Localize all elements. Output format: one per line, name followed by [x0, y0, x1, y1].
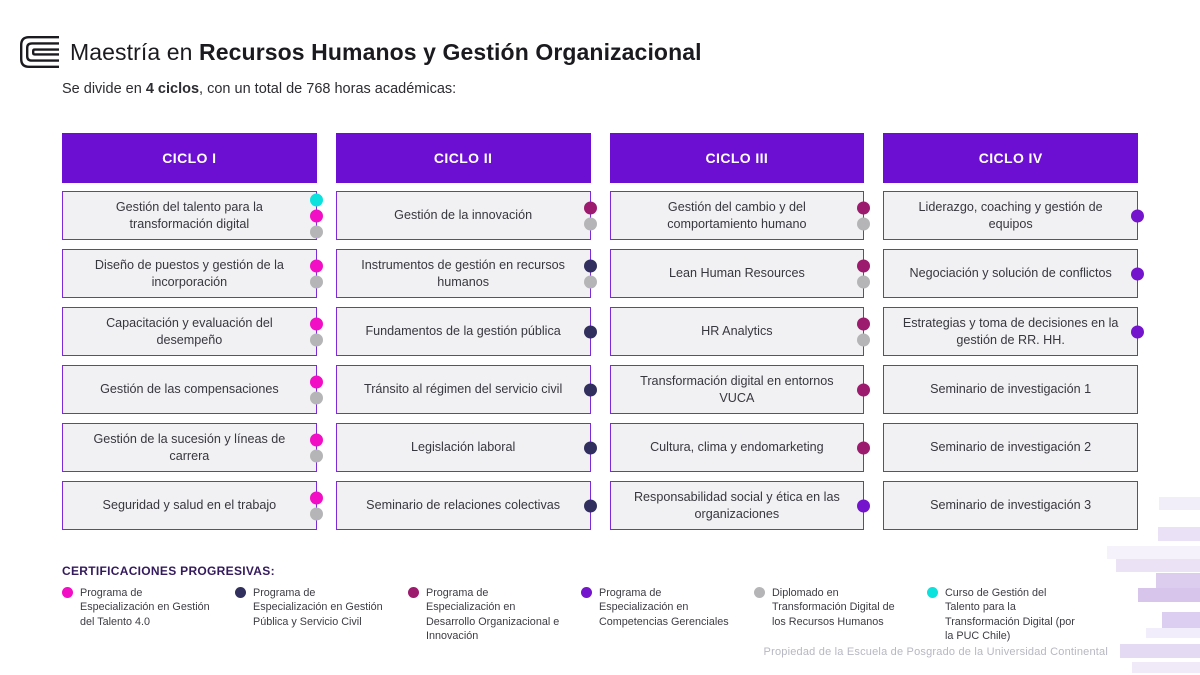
cycle-header	[336, 133, 591, 183]
legend-item	[408, 586, 562, 643]
course-dots	[857, 317, 870, 346]
cycle-column	[62, 133, 317, 530]
course-card	[336, 249, 591, 298]
navy-legend-dot	[235, 587, 246, 598]
plum-legend-dot	[408, 587, 419, 598]
gray-certification-dot	[310, 333, 323, 346]
purple-legend-dot	[581, 587, 592, 598]
course-card	[610, 249, 865, 298]
legend-item	[927, 586, 1081, 643]
purple-certification-dot	[1131, 267, 1144, 280]
cycle-column	[883, 133, 1138, 530]
purple-certification-dot	[1131, 209, 1144, 222]
decor-bar	[1107, 546, 1200, 559]
course-dots	[310, 375, 323, 404]
subtitle	[62, 81, 1200, 97]
cyan-legend-dot	[927, 587, 938, 598]
cyan-certification-dot	[310, 193, 323, 206]
course-card	[62, 191, 317, 240]
cycle-header	[62, 133, 317, 183]
course-name: Gestión del talento para la transformación digital	[115, 200, 263, 231]
footer-credit: Propiedad de la Escuela de Posgrado de la Universidad Continental	[763, 646, 1108, 658]
magenta-certification-dot	[310, 259, 323, 272]
course-dots	[857, 259, 870, 288]
cycle-header	[610, 133, 865, 183]
course-card	[883, 249, 1138, 298]
course-name: Negociación y solución de conflictos	[909, 266, 1112, 281]
subtitle-post: , con un total de 768 horas académicas:	[199, 81, 457, 97]
cycles-row	[62, 133, 1138, 530]
course-dots	[584, 325, 597, 338]
course-list	[62, 191, 317, 530]
gray-certification-dot	[584, 217, 597, 230]
course-dots	[1131, 267, 1144, 280]
legend-item-label: Programa de Especialización en Competencias Gerenciales	[599, 587, 729, 628]
legend-heading: CERTIFICACIONES PROGRESIVAS:	[62, 564, 275, 578]
cycle-column	[610, 133, 865, 530]
plum-certification-dot	[857, 383, 870, 396]
legend-item-label: Programa de Especialización en Desarrollo Organizacional e Innovación	[426, 587, 560, 643]
decor-bar	[1120, 644, 1200, 658]
navy-certification-dot	[584, 383, 597, 396]
legend-item-label: Curso de Gestión del Talento para la Transformación Digital (por la PUC Chile)	[945, 587, 1075, 643]
navy-certification-dot	[584, 441, 597, 454]
course-dots	[584, 259, 597, 288]
course-name: Seminario de investigación 1	[930, 382, 1092, 397]
course-card	[610, 191, 865, 240]
magenta-certification-dot	[310, 317, 323, 330]
course-name: Seminario de investigación 2	[930, 440, 1092, 455]
course-name: Instrumentos de gestión en recursos humanos	[361, 258, 565, 289]
course-name: Gestión del cambio y del comportamiento humano	[667, 200, 807, 231]
gray-certification-dot	[310, 391, 323, 404]
course-dots	[310, 491, 323, 520]
navy-certification-dot	[584, 325, 597, 338]
gray-legend-dot	[754, 587, 765, 598]
course-name: Liderazgo, coaching y gestión de equipos	[918, 200, 1103, 231]
gray-certification-dot	[584, 275, 597, 288]
course-card	[62, 481, 317, 530]
legend-item-label: Programa de Especialización en Gestión del Talento 4.0	[80, 587, 210, 628]
subtitle-bold: 4 ciclos	[145, 81, 200, 97]
course-card	[883, 307, 1138, 356]
course-name: Seguridad y salud en el trabajo	[102, 498, 277, 513]
course-card	[336, 423, 591, 472]
cycle-header-label: CICLO III	[705, 150, 769, 166]
legend-item	[235, 586, 389, 643]
course-card	[883, 191, 1138, 240]
course-dots	[584, 441, 597, 454]
course-card	[336, 481, 591, 530]
course-dots	[857, 499, 870, 512]
magenta-certification-dot	[310, 375, 323, 388]
course-name: Cultura, clima y endomarketing	[650, 440, 824, 455]
course-dots	[310, 317, 323, 346]
course-name: Transformación digital en entornos VUCA	[640, 374, 834, 405]
course-name: Fundamentos de la gestión pública	[365, 324, 561, 339]
course-name: Tránsito al régimen del servicio civil	[363, 382, 563, 397]
cycle-header-label: CICLO IV	[978, 150, 1043, 166]
course-list	[883, 191, 1138, 530]
legend-item-label: Diplomado en Transformación Digital de los Recursos Humanos	[772, 587, 895, 628]
header	[18, 34, 1200, 70]
course-name: Seminario de investigación 3	[930, 498, 1092, 513]
course-dots	[584, 201, 597, 230]
gray-certification-dot	[857, 333, 870, 346]
cycle-header	[883, 133, 1138, 183]
navy-certification-dot	[584, 259, 597, 272]
course-name: Seminario de relaciones colectivas	[366, 498, 561, 513]
gray-certification-dot	[310, 275, 323, 288]
purple-certification-dot	[1131, 325, 1144, 338]
plum-certification-dot	[857, 441, 870, 454]
course-name: Responsabilidad social y ética en las organizaciones	[633, 490, 840, 521]
legend	[62, 564, 1200, 643]
magenta-legend-dot	[62, 587, 73, 598]
purple-certification-dot	[857, 499, 870, 512]
cycle-column	[336, 133, 591, 530]
course-dots	[584, 383, 597, 396]
course-card	[336, 307, 591, 356]
subtitle-pre: Se divide en	[62, 81, 146, 97]
magenta-certification-dot	[310, 209, 323, 222]
course-name: Gestión de las compensaciones	[100, 382, 279, 397]
course-card	[610, 307, 865, 356]
course-card	[336, 191, 591, 240]
magenta-certification-dot	[310, 433, 323, 446]
decor-bar	[1158, 527, 1200, 541]
legend-item-label: Programa de Especialización en Gestión Pública y Servicio Civil	[253, 587, 383, 628]
course-dots	[857, 441, 870, 454]
title-bold: Recursos Humanos y Gestión Organizacional	[199, 38, 702, 65]
course-list	[610, 191, 865, 530]
course-card	[610, 481, 865, 530]
legend-item	[62, 586, 216, 643]
course-name: Estrategias y toma de decisiones en la gestión de RR. HH.	[902, 316, 1119, 347]
course-name: Legislación laboral	[410, 440, 516, 455]
course-card	[62, 365, 317, 414]
plum-certification-dot	[857, 317, 870, 330]
course-card	[883, 423, 1138, 472]
gray-certification-dot	[310, 449, 323, 462]
plum-certification-dot	[584, 201, 597, 214]
course-card	[883, 365, 1138, 414]
course-card	[62, 423, 317, 472]
course-card	[62, 249, 317, 298]
course-card	[62, 307, 317, 356]
legend-item	[754, 586, 908, 643]
course-name: Capacitación y evaluación del desempeño	[106, 316, 273, 347]
plum-certification-dot	[857, 201, 870, 214]
course-card	[336, 365, 591, 414]
gray-certification-dot	[857, 275, 870, 288]
gray-certification-dot	[310, 225, 323, 238]
universidad-continental-logo	[18, 34, 62, 70]
course-dots	[310, 193, 323, 238]
page-title	[70, 39, 702, 66]
gray-certification-dot	[857, 217, 870, 230]
course-name: Gestión de la innovación	[394, 208, 533, 223]
legend-items	[62, 586, 1200, 643]
course-dots	[584, 499, 597, 512]
course-dots	[857, 201, 870, 230]
course-name: Diseño de puestos y gestión de la incorporación	[94, 258, 284, 289]
cycle-header-label: CICLO II	[433, 150, 493, 166]
navy-certification-dot	[584, 499, 597, 512]
course-dots	[1131, 325, 1144, 338]
course-dots	[310, 259, 323, 288]
course-name: HR Analytics	[701, 324, 773, 339]
course-name: Gestión de la sucesión y líneas de carrera	[93, 432, 286, 463]
course-card	[610, 423, 865, 472]
cycle-header-label: CICLO I	[162, 150, 217, 166]
course-name: Lean Human Resources	[668, 266, 805, 281]
course-list	[336, 191, 591, 530]
course-dots	[1131, 209, 1144, 222]
gray-certification-dot	[310, 507, 323, 520]
course-card	[610, 365, 865, 414]
course-dots	[857, 383, 870, 396]
magenta-certification-dot	[310, 491, 323, 504]
plum-certification-dot	[857, 259, 870, 272]
decor-bar	[1132, 662, 1200, 673]
decor-bar	[1159, 497, 1200, 510]
course-dots	[310, 433, 323, 462]
course-card	[883, 481, 1138, 530]
legend-item	[581, 586, 735, 643]
title-regular: Maestría en	[70, 38, 200, 65]
